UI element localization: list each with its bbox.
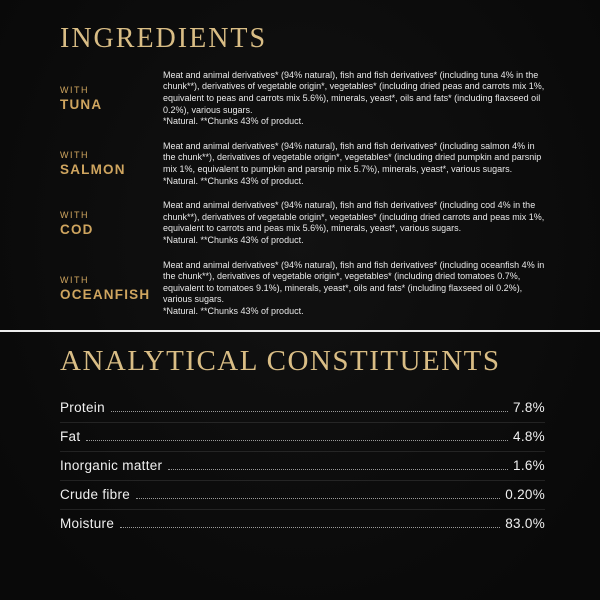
ingredient-description-text: Meat and animal derivatives* (94% natural), fish and fish derivatives* (including oceanfish 4% in the chunk**), derivatives of vegetable origin*, vegetables* (including dried tomatoes 0.7%, equivalent to tomatoes 9.1%), minerals, yeast*, oils and fats* (including flaxseed oil 0.2%), various sugars. (163, 259, 545, 305)
analytical-label: Crude fibre (60, 486, 131, 502)
analytical-value: 4.8% (513, 428, 545, 444)
ingredient-footnote: *Natural. **Chunks 43% of product. (163, 234, 304, 245)
analytical-label: Inorganic matter (60, 457, 163, 473)
dotted-leader (168, 469, 508, 470)
ingredient-variant-label (60, 275, 163, 302)
analytical-value: 7.8% (513, 399, 545, 415)
dotted-leader (136, 498, 500, 499)
ingredient-with-label: WITH (60, 209, 89, 220)
ingredient-description (163, 141, 548, 187)
analytical-row (60, 480, 545, 509)
analytical-constituents-section (0, 332, 600, 538)
ingredients-list (60, 70, 548, 318)
ingredient-with-label: WITH (60, 275, 89, 285)
analytical-value: 83.0% (505, 515, 545, 531)
ingredient-item (60, 260, 548, 318)
analytical-row (60, 509, 545, 538)
analytical-value: 0.20% (505, 486, 545, 502)
dotted-leader (111, 411, 508, 412)
ingredient-name: TUNA (60, 97, 103, 113)
ingredient-footnote: *Natural. **Chunks 43% of product. (163, 175, 304, 186)
ingredient-name: SALMON (60, 162, 126, 178)
analytical-table (60, 394, 545, 538)
analytical-row (60, 451, 545, 480)
ingredient-variant-label (60, 210, 163, 237)
ingredient-description (163, 200, 548, 246)
ingredient-description-text: Meat and animal derivatives* (94% natural), fish and fish derivatives* (including salmon 4% in the chunk**), derivatives of vegetable origin*, vegetables* (including dried pumpkin and parsnip mix 1%, equivalent to pumpkin and parsnip mix 5.7%), minerals, yeast*, various sugars. (163, 140, 542, 174)
ingredient-variant-label (60, 150, 163, 177)
analytical-row (60, 422, 545, 451)
ingredient-description (163, 260, 548, 318)
ingredients-title: INGREDIENTS (60, 23, 268, 54)
analytical-row (60, 394, 545, 422)
dotted-leader (120, 527, 500, 528)
ingredient-description-text: Meat and animal derivatives* (94% natural), fish and fish derivatives* (including cod 4% in the chunk**), derivatives of vegetable origin*, vegetables* (including dried carrots and peas mix 1%, equivalent to carrots and peas mix 5.6%), minerals, yeast*, various sugars. (163, 200, 545, 234)
ingredient-description (163, 70, 548, 128)
ingredient-footnote: *Natural. **Chunks 43% of product. (163, 116, 304, 127)
analytical-label: Fat (60, 428, 81, 444)
ingredient-item (60, 141, 548, 187)
ingredient-with-label: WITH (60, 85, 89, 96)
ingredient-variant-label (60, 85, 163, 112)
analytical-label: Protein (60, 399, 105, 415)
ingredient-item (60, 200, 548, 246)
ingredient-item (60, 70, 548, 128)
analytical-title: ANALYTICAL CONSTITUENTS (60, 344, 501, 377)
ingredient-footnote: *Natural. **Chunks 43% of product. (163, 305, 304, 316)
ingredient-name: OCEANFISH (60, 287, 151, 302)
analytical-value: 1.6% (513, 457, 545, 473)
dotted-leader (86, 440, 508, 441)
ingredient-description-text: Meat and animal derivatives* (94% natural), fish and fish derivatives* (including tuna 4% in the chunk**), derivatives of vegetable origin*, vegetables* (including dried peas and carrots mix 1%, equivalent to peas and carrots mix 5.6%), minerals, yeast*, oils and fats* (including flaxseed oil 0.2%), various sugars. (163, 69, 545, 115)
analytical-label: Moisture (60, 515, 115, 531)
ingredient-with-label: WITH (60, 150, 89, 161)
ingredient-name: COD (60, 221, 94, 237)
